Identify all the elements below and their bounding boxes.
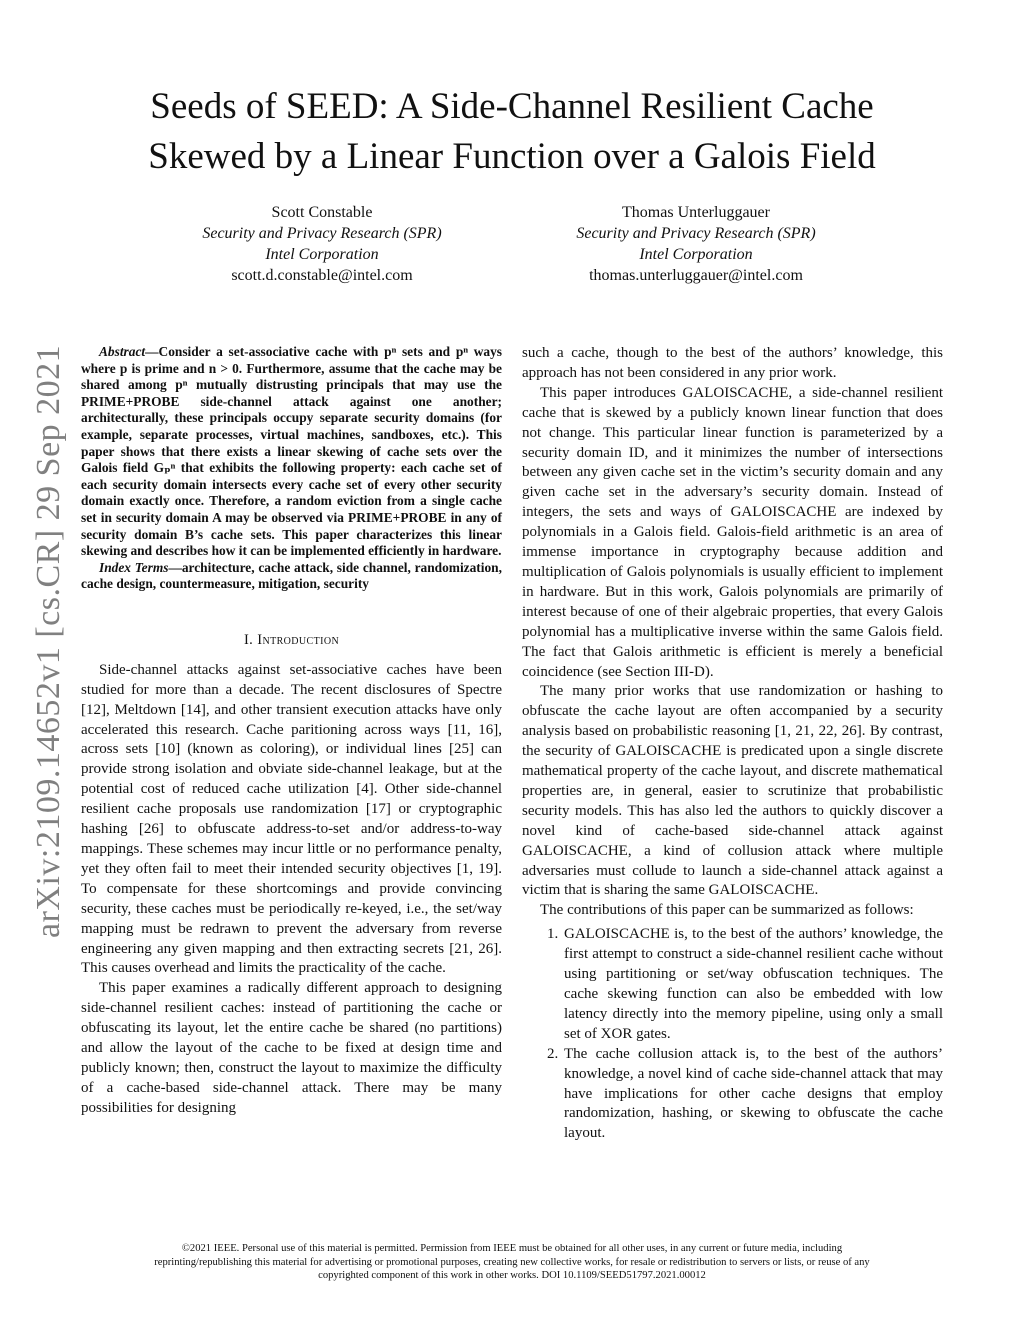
- paper-title: [0, 82, 1024, 182]
- author-org: Intel Corporation: [265, 246, 379, 263]
- author-email: thomas.unterluggauer@intel.com: [589, 267, 803, 284]
- list-item: 1. GALOISCACHE is, to the best of the authors’ knowledge, the first attempt to construct a side-channel resilient cache without using partitioning or set/way obfuscation techniques. The cache skewing function can also be embedded with low latency directly into the memory pipeline, using only a small set of XOR gates.: [562, 925, 943, 1044]
- arxiv-stamp: arXiv:2109.14652v1 [cs.CR] 29 Sep 2021: [30, 344, 67, 938]
- body-paragraph-4: The contributions of this paper can be summarized as follows:: [540, 902, 914, 919]
- author-block-1: [122, 202, 522, 286]
- copyright-footer: ©2021 IEEE. Personal use of this material is permitted. Permission from IEEE must be obtained for all other uses, in any current or future media, including reprinting/republishing this material for advertising or promotional purposes, creating new collective works, for resale or redistribution to servers or lists, or reuse of any copyrighted component of this work in other works. DOI 10.1109/SEED51797.2021.00012: [154, 1243, 870, 1282]
- author-block-2: [496, 202, 896, 286]
- intro-paragraph-2: This paper examines a radically different approach to designing side-channel resilient caches: instead of partitioning the cache or obfuscating its layout, let the entire cache be shared (no partitions) and allow the layout of the cache to be fixed at design time and publicly known; then, construct the layout to maximize the difficulty of a cache-based side-channel attack. There may be many possibilities for designing: [81, 980, 502, 1116]
- index-terms-text: —architecture, cache attack, side channel, randomization, cache design, countermeasure, mitigation, security: [81, 559, 502, 592]
- left-column: [81, 344, 502, 1119]
- abstract-label: Abstract: [99, 344, 146, 359]
- author-dept: Security and Privacy Research (SPR): [202, 225, 442, 242]
- author-email: scott.d.constable@intel.com: [231, 267, 413, 284]
- author-name: Thomas Unterluggauer: [622, 204, 770, 221]
- abstract: [81, 344, 502, 560]
- body-paragraph-2: This paper introduces GALOISCACHE, a side-channel resilient cache that is skewed by a publicly known linear function that does not change. This particular linear function is parameterized by a security domain ID, and it minimizes the number of intersections between any given cache set in the victim’s security domain and any given cache set in the adversary’s security domain. Instead of integers, the sets and ways of GALOISCACHE are indexed by polynomials in a Galois field. Galois-field arithmetic is an area of immense importance in cryptography because addition and multiplication of Galois polynomials is usually efficient to implement in hardware. But in this work, Galois polynomials are primarily of interest because of one of their algebraic properties, that every Galois polynomial has a multiplicative inverse within the same Galois field. The fact that Galois arithmetic is efficient is merely a beneficial coincidence (see Section III-D).: [522, 384, 943, 680]
- index-terms-label: Index Terms: [99, 559, 169, 575]
- contributions-list: [522, 925, 943, 1144]
- title-line-1: Seeds of SEED: A Side-Channel Resilient Cache: [150, 86, 874, 127]
- list-item: 2. The cache collusion attack is, to the best of the authors’ knowledge, a novel kind of cache side-channel attack that may have implications for other cache designs that employ randomization, hashing, or skewing to obfuscate the cache layout.: [562, 1045, 943, 1145]
- author-dept: Security and Privacy Research (SPR): [576, 225, 816, 242]
- author-org: Intel Corporation: [639, 246, 753, 263]
- abstract-text: —Consider a set-associative cache with pⁿ sets and pⁿ ways where p is prime and n > 0. Furthermore, assume that the cache may be shared among pⁿ mutually distrusting principals that may use the PRIME+PROBE side-channel attack against one another; architecturally, these principals occupy separate security domains (for example, separate processes, virtual machines, sandboxes, etc.). This paper shows that there exists a linear skewing of cache sets over the Galois field Gₚⁿ that exhibits the following property: each cache set of each security domain intersects every cache set of every other security domain exactly once. Therefore, a random eviction from a single cache set in security domain A may be observed via PRIME+PROBE in any of security domain B’s cache sets. This paper characterizes this linear skewing and describes how it can be implemented efficiently in hardware.: [81, 344, 502, 559]
- body-paragraph-1: such a cache, though to the best of the authors’ knowledge, this approach has not been considered in any prior work.: [522, 345, 943, 381]
- right-column: [522, 344, 943, 1144]
- intro-paragraph-1: Side-channel attacks against set-associative caches have been studied for more than a decade. The recent disclosures of Spectre [12], Meltdown [14], and other transient execution attacks have only accelerated this research. Cache paritioning across ways [11, 16], across sets [10] (known as coloring), or individual lines [25] can provide strong isolation and obviate side-channel leakage, but at the potential cost of reduced cache utilization [4]. Other side-channel resilient cache proposals use randomization [17] or cryptographic hashing [26] to obfuscate address-to-set and/or address-to-way mappings. These schemes may incur little or no performance penalty, yet they often fail to meet their intended security objectives [1, 19]. To compensate for these shortcomings and provide convincing security, these caches must be periodically re-keyed, i.e., the set/way mapping must be redrawn to prevent the adversary from reverse engineering any given mapping and then extracting secrets [21, 26]. This causes overhead and limits the practicality of the cache.: [81, 661, 502, 977]
- author-name: Scott Constable: [271, 204, 373, 221]
- section-heading-introduction: I. Introduction: [243, 631, 340, 648]
- index-terms: [81, 560, 502, 593]
- title-line-2: Skewed by a Linear Function over a Galois Field: [148, 136, 876, 177]
- body-paragraph-3: The many prior works that use randomization or hashing to obfuscate the cache layout are often accompanied by a security analysis based on probabilistic reasoning [1, 21, 22, 26]. By contrast, the security of GALOISCACHE is predicated upon a single discrete mathematical property of the cache layout, and discrete mathematical properties are, in general, easier to scrutinize that probabilistic security models. This has also led the authors to quickly discover a novel kind of cache-based side-channel attack against GALOISCACHE, a kind of collusion attack where multiple adversaries must collude to launch a side-channel attack against a victim that is sharing the same GALOISCACHE.: [522, 683, 943, 899]
